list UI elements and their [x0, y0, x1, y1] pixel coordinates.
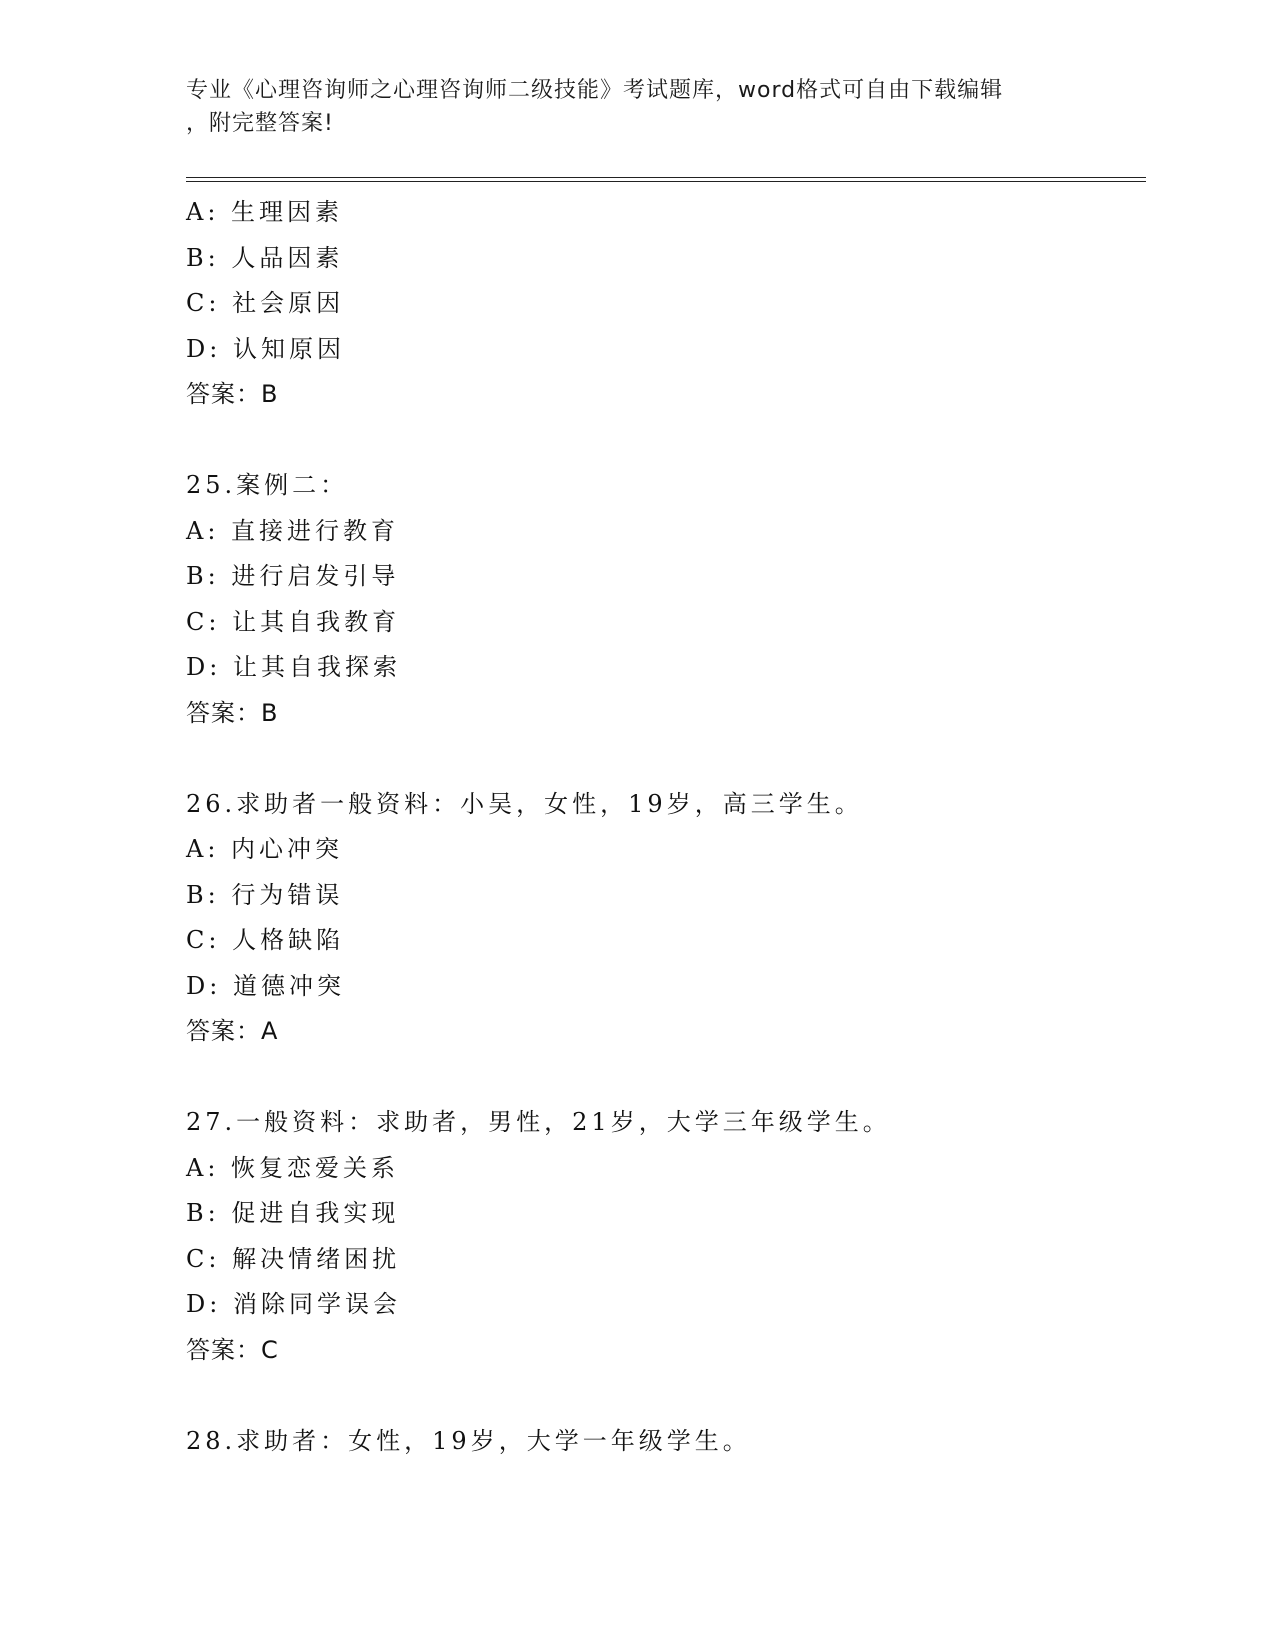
spacer	[186, 418, 1146, 464]
header-line-2: ，附完整答案!	[186, 111, 334, 136]
option-b: B: 行为错误	[186, 880, 344, 909]
question-27-block	[186, 1100, 1146, 1373]
option-d: D: 认知原因	[186, 334, 345, 363]
question-list	[186, 190, 1146, 1464]
question-28-block	[186, 1419, 1146, 1465]
option-c: C: 人格缺陷	[186, 926, 345, 954]
answer-line: 答案：B	[186, 380, 279, 408]
question-24-block	[186, 190, 1146, 418]
header-divider-bottom	[186, 181, 1146, 182]
option-c: C: 社会原因	[186, 289, 345, 317]
option-b: B: 促进自我实现	[186, 1199, 400, 1227]
option-a: A: 生理因素	[186, 198, 344, 226]
question-26-block	[186, 782, 1146, 1055]
answer-line: 答案：C	[186, 1335, 279, 1364]
document-header	[186, 74, 1066, 140]
option-d: D: 道德冲突	[186, 971, 345, 1000]
option-a: A: 直接进行教育	[186, 516, 400, 545]
question-25-block	[186, 463, 1146, 736]
answer-line: 答案：B	[186, 698, 279, 727]
question-text: 25.案例二：	[186, 471, 349, 499]
spacer	[186, 1055, 1146, 1101]
option-a: A: 内心冲突	[186, 835, 344, 863]
option-b: B: 进行启发引导	[186, 562, 400, 590]
option-b: B: 人品因素	[186, 243, 344, 272]
question-text: 27.一般资料：求助者，男性，21岁，大学三年级学生。	[186, 1108, 891, 1136]
option-c: C: 让其自我教育	[186, 607, 401, 636]
question-text: 26.求助者一般资料：小吴，女性，19岁，高三学生。	[186, 789, 863, 818]
option-c: C: 解决情绪困扰	[186, 1244, 401, 1273]
option-d: D: 让其自我探索	[186, 653, 401, 681]
spacer	[186, 1373, 1146, 1419]
option-a: A: 恢复恋爱关系	[186, 1153, 400, 1182]
header-divider-top	[186, 177, 1146, 178]
option-d: D: 消除同学误会	[186, 1290, 401, 1318]
header-line-1: 专业《心理咨询师之心理咨询师二级技能》考试题库，word格式可自由下载编辑	[186, 78, 1004, 103]
answer-line: 答案：A	[186, 1017, 279, 1045]
spacer	[186, 736, 1146, 782]
question-text: 28.求助者：女性，19岁，大学一年级学生。	[186, 1426, 751, 1455]
